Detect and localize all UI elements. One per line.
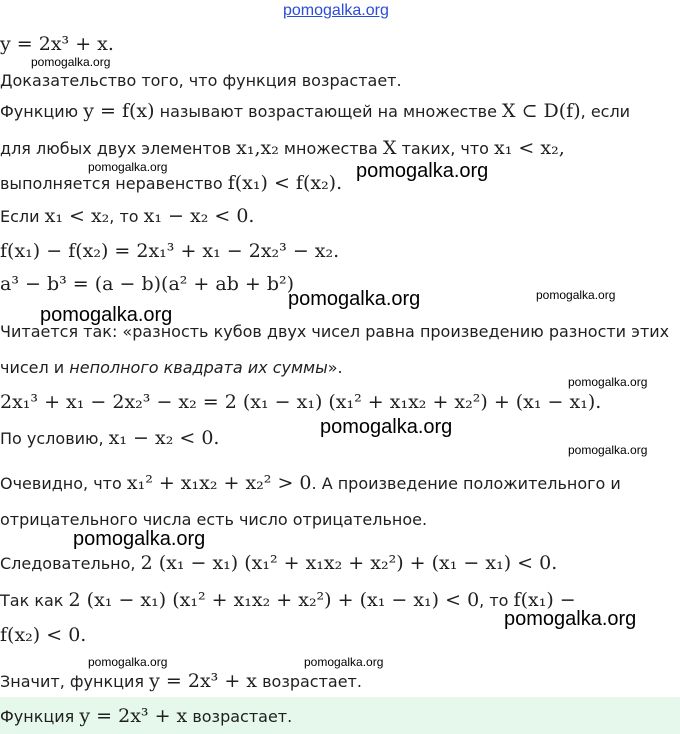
math: x₁ − x₂ < 0.	[108, 427, 220, 449]
text: Функцию	[0, 102, 84, 121]
definition-line-3	[0, 172, 342, 195]
math: 2 (x₁ − x₁) (x₁² + x₁x₂ + x₂²) + (x₁ − x₁) < 0	[68, 589, 480, 611]
watermark: pomogalka.org	[504, 608, 637, 630]
text: Функция	[0, 707, 80, 726]
reading-line-1: Читается так: «разность кубов двух чисел равна произведению разности этих	[0, 322, 670, 341]
math: f(x₁) −	[513, 589, 576, 611]
italic-text: неполного квадрата их суммы	[69, 358, 328, 377]
math: f(x₁) < f(x₂).	[227, 172, 343, 194]
difference-formula: f(x₁) − f(x₂) = 2x₁³ + x₁ − 2x₂³ − x₂.	[0, 240, 340, 262]
text: возрастает.	[257, 672, 362, 691]
condition-line	[0, 205, 254, 228]
math: X ⊂ D(f)	[502, 100, 581, 122]
text: , то	[479, 591, 514, 610]
answer-box	[0, 697, 680, 734]
text: , то	[109, 207, 144, 226]
since-line	[0, 589, 576, 612]
text: . А произведение положительного и	[311, 474, 621, 493]
math: y = 2x³ + x	[79, 705, 188, 727]
math: y = 2x³ + x	[149, 670, 258, 692]
math: y = f(x)	[83, 100, 155, 122]
since-line-continued: f(x₂) < 0.	[0, 624, 87, 646]
watermark: pomogalka.org	[356, 160, 489, 182]
text: , если	[580, 102, 631, 121]
header-watermark-link[interactable]: pomogalka.org	[283, 2, 389, 19]
text: По условию,	[0, 429, 109, 448]
text: называют возрастающей на множестве	[154, 102, 503, 121]
watermark: pomogalka.org	[568, 443, 648, 457]
text: для любых двух элементов	[0, 139, 237, 158]
text: Если	[0, 207, 45, 226]
factored-formula: 2x₁³ + x₁ − 2x₂³ − x₂ = 2 (x₁ − x₁) (x₁² + x₁x₂ + x₂²) + (x₁ − x₁).	[0, 391, 602, 413]
text: ».	[327, 358, 343, 377]
definition-line-2	[0, 137, 565, 160]
watermark: pomogalka.org	[40, 304, 173, 326]
watermark: pomogalka.org	[568, 375, 648, 389]
watermark: pomogalka.org	[320, 416, 453, 438]
math: 2 (x₁ − x₁) (x₁² + x₁x₂ + x₂²) + (x₁ − x₁) < 0.	[140, 552, 558, 574]
watermark: pomogalka.org	[73, 528, 206, 550]
text: множества	[278, 139, 383, 158]
math: x₁ < x₂,	[494, 137, 565, 159]
therefore-line	[0, 552, 557, 575]
watermark: pomogalka.org	[88, 655, 168, 669]
watermark: pomogalka.org	[31, 55, 111, 69]
negative-product-line: отрицательного числа есть число отрицательное.	[0, 510, 428, 529]
math: x₁ − x₂ < 0.	[143, 205, 255, 227]
definition-line-1	[0, 100, 630, 123]
math: x₁² + x₁x₂ + x₂² > 0	[126, 472, 312, 494]
text: возрастает.	[187, 707, 293, 726]
math: x₁ < x₂	[44, 205, 110, 227]
watermark: pomogalka.org	[288, 288, 421, 310]
by-condition-line	[0, 427, 219, 450]
obvious-line	[0, 472, 621, 495]
reading-line-2	[0, 357, 343, 379]
proof-heading: Доказательство того, что функция возрастает.	[0, 71, 402, 90]
function-formula: y = 2x³ + x.	[0, 33, 114, 55]
text: таких, что	[396, 139, 495, 158]
conclusion-line	[0, 670, 362, 693]
math: x₁,x₂	[236, 137, 279, 159]
answer-line	[0, 705, 292, 728]
watermark: pomogalka.org	[304, 655, 384, 669]
text: Следовательно,	[0, 554, 141, 573]
text: выполняется неравенство	[0, 174, 228, 193]
text: Очевидно, что	[0, 474, 127, 493]
text: чисел и	[0, 358, 70, 377]
text: Так как	[0, 591, 69, 610]
cubes-formula: a³ − b³ = (a − b)(a² + ab + b²)	[0, 273, 295, 295]
watermark: pomogalka.org	[88, 160, 168, 174]
math: X	[382, 137, 397, 159]
watermark: pomogalka.org	[536, 288, 616, 302]
text: Значит, функция	[0, 672, 150, 691]
